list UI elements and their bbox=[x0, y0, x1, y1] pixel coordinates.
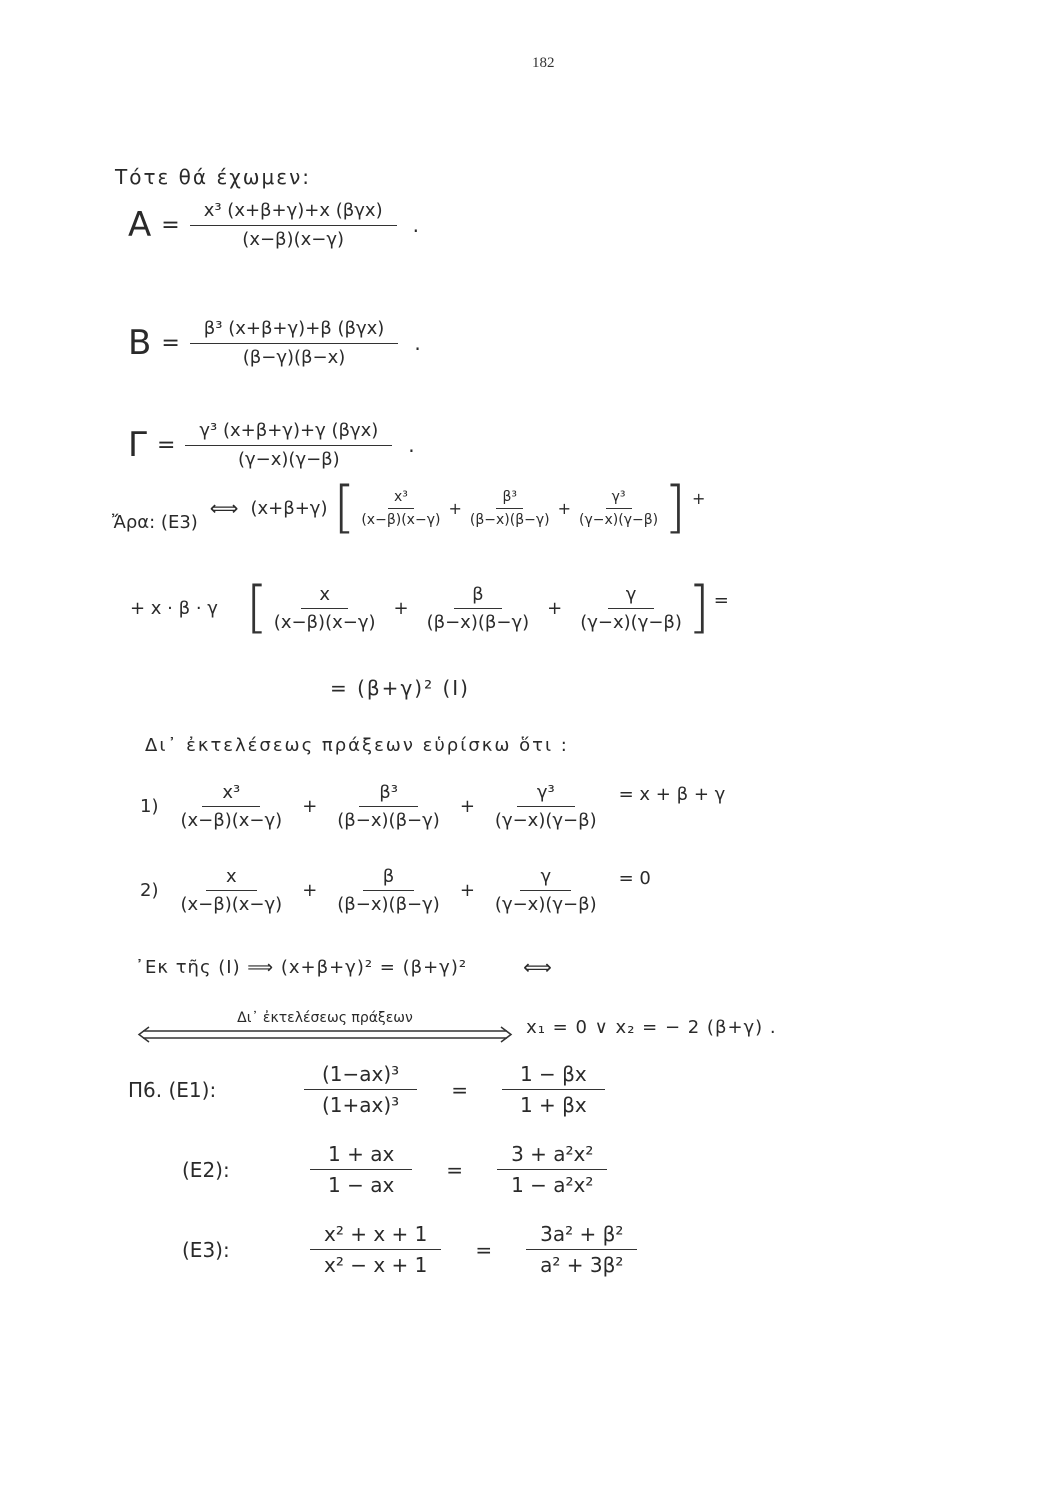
item1-fraction-3 bbox=[489, 782, 603, 831]
final-line bbox=[135, 1010, 777, 1044]
line2-equals: = bbox=[713, 589, 729, 611]
item1-result: = x + β + γ bbox=[618, 784, 726, 805]
line2-fraction-3 bbox=[574, 584, 688, 633]
equation-B bbox=[128, 318, 421, 368]
item2-f3-den: (γ−x)(γ−β) bbox=[494, 894, 597, 915]
item-1 bbox=[140, 782, 725, 831]
B-fraction bbox=[190, 318, 399, 368]
left-bracket: [ bbox=[333, 475, 356, 540]
line2 bbox=[130, 575, 729, 640]
p6-rhs-num: 1 − βx bbox=[502, 1062, 605, 1090]
ara-fraction-2 bbox=[464, 489, 556, 528]
item2-f1-den: (x−β)(x−γ) bbox=[180, 894, 283, 915]
p6-rhs-den: 1 + βx bbox=[519, 1093, 587, 1117]
equivalence-arrow-group bbox=[135, 1010, 515, 1044]
item2-label: 2) bbox=[140, 880, 159, 901]
line2-f1-num: x bbox=[301, 584, 348, 609]
final-over-text: Δι᾽ ἐκτελέσεως πράξεων bbox=[237, 1010, 413, 1026]
intro-line: Τότε θά έχωμεν: bbox=[115, 165, 311, 189]
e3-lhs-den: x² − x + 1 bbox=[324, 1253, 428, 1277]
ara-trailing-plus: + bbox=[691, 488, 706, 508]
e2-lhs bbox=[310, 1142, 412, 1197]
item1-f3-den: (γ−x)(γ−β) bbox=[494, 810, 597, 831]
e2-rhs-den: 1 − a²x² bbox=[511, 1173, 594, 1197]
right-bracket-2: ] bbox=[687, 575, 710, 640]
line3: = (β+γ)² (I) bbox=[330, 676, 470, 700]
line2-plus-2: + bbox=[547, 597, 563, 619]
p6-lhs-den: (1+ax)³ bbox=[322, 1093, 400, 1117]
e3-label: (E3): bbox=[182, 1237, 230, 1262]
e2-rhs bbox=[497, 1142, 607, 1197]
dl-line: Δι᾽ ἐκτελέσεως πράξεων εὑρίσκω ὅτι : bbox=[145, 735, 569, 756]
ara-line bbox=[112, 475, 706, 540]
page-number: 182 bbox=[532, 55, 555, 71]
item-2 bbox=[140, 866, 651, 915]
A-equals: = bbox=[161, 212, 180, 238]
left-bracket-2: [ bbox=[245, 575, 268, 640]
item1-label: 1) bbox=[140, 796, 159, 817]
item1-fraction-1 bbox=[174, 782, 288, 831]
item2-plus-1: + bbox=[302, 880, 318, 901]
p6-E1 bbox=[128, 1062, 605, 1117]
equation-A bbox=[128, 200, 419, 250]
line2-f1-den: (x−β)(x−γ) bbox=[273, 611, 376, 633]
ara-plus-1: + bbox=[448, 498, 462, 518]
G-denominator: (γ−x)(γ−β) bbox=[237, 449, 340, 470]
item1-f2-num: β³ bbox=[359, 782, 418, 807]
ek-arrow: ⟺ bbox=[523, 955, 552, 979]
E3 bbox=[182, 1222, 637, 1277]
item2-result: = 0 bbox=[618, 868, 651, 889]
e3-lhs-num: x² + x + 1 bbox=[310, 1222, 441, 1250]
p6-equals: = bbox=[451, 1077, 468, 1102]
G-equals: = bbox=[156, 432, 176, 458]
B-numerator: β³ (x+β+γ)+β (βγx) bbox=[190, 318, 399, 344]
G-fraction bbox=[185, 420, 392, 470]
E2 bbox=[182, 1142, 607, 1197]
e3-rhs-num: 3a² + β² bbox=[526, 1222, 637, 1250]
line2-fraction-1 bbox=[268, 584, 382, 633]
item1-plus-1: + bbox=[302, 796, 318, 817]
e3-rhs-den: a² + 3β² bbox=[540, 1253, 624, 1277]
item1-fraction-2 bbox=[331, 782, 446, 831]
line2-f2-den: (β−x)(β−γ) bbox=[426, 611, 530, 633]
B-equals: = bbox=[161, 330, 180, 356]
ara-f1-den: (x−β)(x−γ) bbox=[361, 511, 441, 528]
e2-label: (E2): bbox=[182, 1157, 230, 1182]
ara-f1-num: x³ bbox=[388, 489, 414, 509]
A-period: . bbox=[412, 213, 419, 237]
ara-fraction-1 bbox=[355, 489, 446, 528]
item2-f3-num: γ bbox=[520, 866, 571, 891]
item2-plus-2: + bbox=[459, 880, 475, 901]
ara-plus-2: + bbox=[557, 498, 572, 518]
item1-f1-den: (x−β)(x−γ) bbox=[180, 810, 283, 831]
item1-f2-den: (β−x)(β−γ) bbox=[337, 810, 440, 831]
line2-f2-num: β bbox=[454, 584, 502, 609]
ara-f2-num: β³ bbox=[496, 489, 523, 509]
item1-plus-2: + bbox=[459, 796, 475, 817]
item2-f2-num: β bbox=[363, 866, 415, 891]
ara-arrow: ⟺ bbox=[209, 496, 239, 520]
B-denominator: (β−γ)(β−x) bbox=[242, 347, 346, 368]
ara-factor: (x+β+γ) bbox=[250, 497, 328, 519]
B-label: B bbox=[128, 323, 152, 363]
line2-f3-den: (γ−x)(γ−β) bbox=[580, 611, 682, 633]
G-numerator: γ³ (x+β+γ)+γ (βγx) bbox=[185, 420, 392, 446]
item1-f3-num: γ³ bbox=[517, 782, 575, 807]
item1-f1-num: x³ bbox=[202, 782, 260, 807]
right-bracket: ] bbox=[664, 475, 686, 540]
line2-plus-1: + bbox=[393, 597, 409, 619]
B-period: . bbox=[414, 331, 421, 355]
p6-lhs bbox=[304, 1062, 417, 1117]
ara-f3-num: γ³ bbox=[606, 489, 632, 509]
G-period: . bbox=[408, 433, 415, 457]
final-text: x₁ = 0 ∨ x₂ = − 2 (β+γ) . bbox=[526, 1016, 777, 1038]
e3-rhs bbox=[526, 1222, 637, 1277]
e2-lhs-den: 1 − ax bbox=[328, 1173, 395, 1197]
e3-equals: = bbox=[475, 1237, 493, 1262]
ara-fraction-3 bbox=[573, 489, 664, 528]
p6-rhs bbox=[502, 1062, 605, 1117]
item2-f2-den: (β−x)(β−γ) bbox=[337, 894, 440, 915]
e3-lhs bbox=[310, 1222, 441, 1277]
A-numerator: x³ (x+β+γ)+x (βγx) bbox=[190, 200, 397, 226]
line2-fraction-2 bbox=[421, 584, 536, 633]
e2-lhs-num: 1 + ax bbox=[310, 1142, 412, 1170]
item2-fraction-1 bbox=[174, 866, 288, 915]
e2-rhs-num: 3 + a²x² bbox=[497, 1142, 607, 1170]
ara-label: Ἄρα: (E3) bbox=[112, 511, 198, 533]
item2-fraction-2 bbox=[331, 866, 446, 915]
long-double-arrow-icon bbox=[135, 1026, 515, 1044]
item2-f1-num: x bbox=[206, 866, 257, 891]
A-denominator: (x−β)(x−γ) bbox=[242, 229, 344, 250]
G-label: Γ bbox=[128, 425, 147, 465]
ara-f3-den: (γ−x)(γ−β) bbox=[579, 511, 659, 528]
p6-label: Π6. (E1): bbox=[128, 1077, 217, 1102]
line2-f3-num: γ bbox=[608, 584, 655, 609]
ek-text: ᾽Εκ τῆς (I) ⟹ (x+β+γ)² = (β+γ)² bbox=[135, 956, 468, 978]
ara-f2-den: (β−x)(β−γ) bbox=[469, 511, 550, 528]
e2-equals: = bbox=[446, 1157, 464, 1182]
A-label: A bbox=[128, 205, 152, 245]
p6-lhs-num: (1−ax)³ bbox=[304, 1062, 417, 1090]
A-fraction bbox=[190, 200, 397, 250]
line2-lead: + x · β · γ bbox=[130, 597, 218, 619]
equation-G bbox=[128, 420, 415, 470]
ek-line bbox=[135, 955, 552, 979]
item2-fraction-3 bbox=[489, 866, 603, 915]
